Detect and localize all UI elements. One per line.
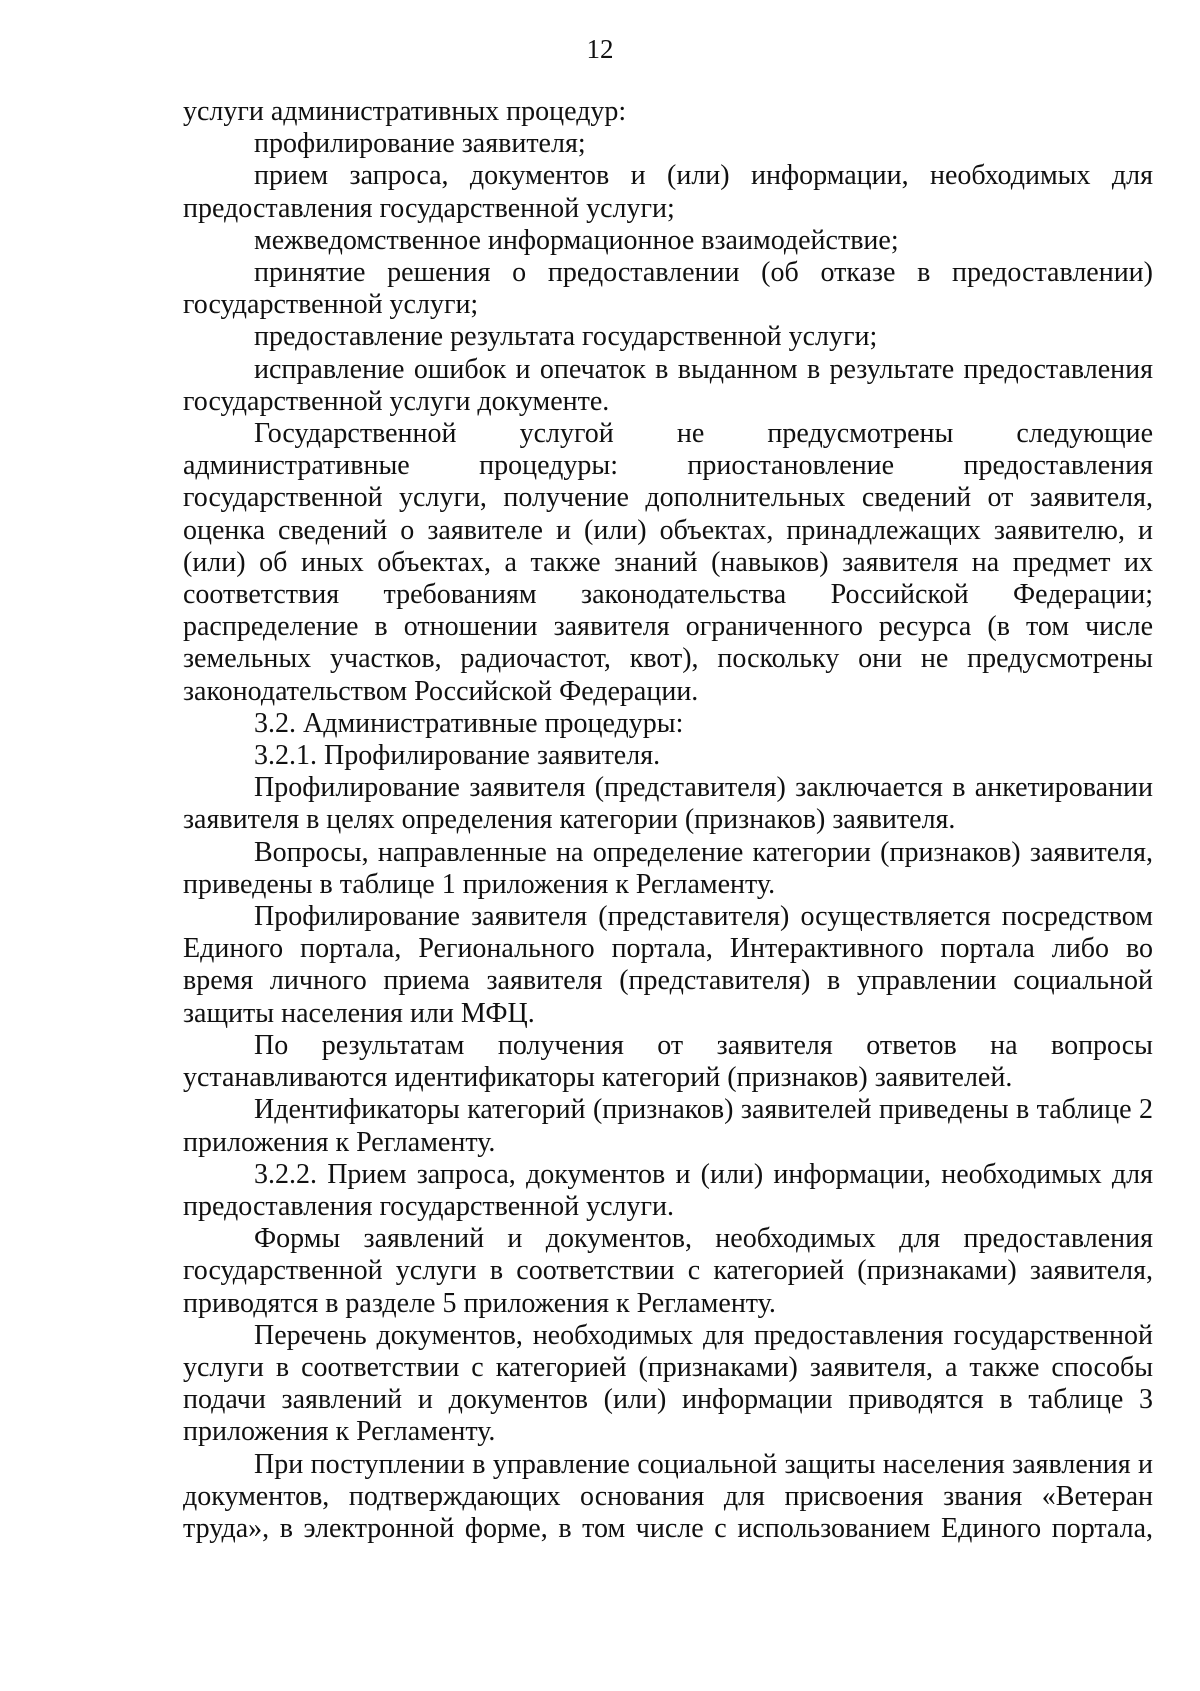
paragraph: принятие решения о предоставлении (об отказе в предоставлении) государственной услуги;: [183, 257, 1153, 321]
paragraph: По результатам получения от заявителя ответов на вопросы устанавливаются идентификаторы категорий (признаков) заявителей.: [183, 1029, 1153, 1094]
paragraph: Государственной услугой не предусмотрены следующие административные процедуры: приостановление предоставления государственной услуги, получение дополнительных сведений от заявителя, оценка сведений о заявителе и (или) объектах, принадлежащих заявителю, и (или) об иных объектах, а также знаний (навыков) заявителя на предмет их соответствия требованиям законодательства Российской Федерации; распределение в отношении заявителя ограниченного ресурса (в том числе земельных участков, радиочастот, квот), поскольку они не предусмотрены законодательством Российской Федерации.: [183, 418, 1153, 707]
paragraph: прием запроса, документов и (или) информации, необходимых для предоставления государственной услуги;: [183, 160, 1153, 224]
page-number: 12: [586, 34, 614, 64]
paragraph: Перечень документов, необходимых для предоставления государственной услуги в соответствии с категорией (признаками) заявителя, а также способы подачи заявлений и документов (или) информации приводятся в таблице 3 приложения к Регламенту.: [183, 1319, 1153, 1448]
paragraph: исправление ошибок и опечаток в выданном в результате предоставления государственной услуги документе.: [183, 353, 1153, 417]
paragraph: Профилирование заявителя (представителя) заключается в анкетировании заявителя в целях определения категории (признаков) заявителя.: [183, 772, 1153, 836]
paragraph: При поступлении в управление социальной защиты населения заявления и документов, подтверждающих основания для присвоения звания «Ветеран труда», в электронной форме, в том числе с использованием Единого портала,: [183, 1448, 1153, 1544]
paragraph: Формы заявлений и документов, необходимых для предоставления государственной услуги в соответствии с категорией (признаками) заявителя, приводятся в разделе 5 приложения к Регламенту.: [183, 1223, 1153, 1319]
section-heading: 3.2. Административные процедуры:: [254, 707, 684, 739]
subsection-heading: 3.2.1. Профилирование заявителя.: [254, 740, 661, 772]
paragraph: Вопросы, направленные на определение категории (признаков) заявителя, приведены в таблице 1 приложения к Регламенту.: [183, 836, 1153, 900]
paragraph: профилирование заявителя;: [254, 128, 586, 160]
paragraph: Профилирование заявителя (представителя) осуществляется посредством Единого портала, Регионального портала, Интерактивного портала либо во время личного приема заявителя (представителя) в управлении социальной защиты населения или МФЦ.: [183, 901, 1153, 1029]
paragraph: предоставление результата государственной услуги;: [254, 321, 878, 353]
subsection-heading: 3.2.2. Прием запроса, документов и (или) информации, необходимых для предоставления государственной услуги.: [183, 1158, 1153, 1222]
paragraph: межведомственное информационное взаимодействие;: [254, 224, 899, 256]
paragraph: Идентификаторы категорий (признаков) заявителей приведены в таблице 2 приложения к Регламенту.: [183, 1094, 1153, 1158]
paragraph: услуги административных процедур:: [183, 96, 627, 127]
document-body: [183, 96, 1153, 1545]
